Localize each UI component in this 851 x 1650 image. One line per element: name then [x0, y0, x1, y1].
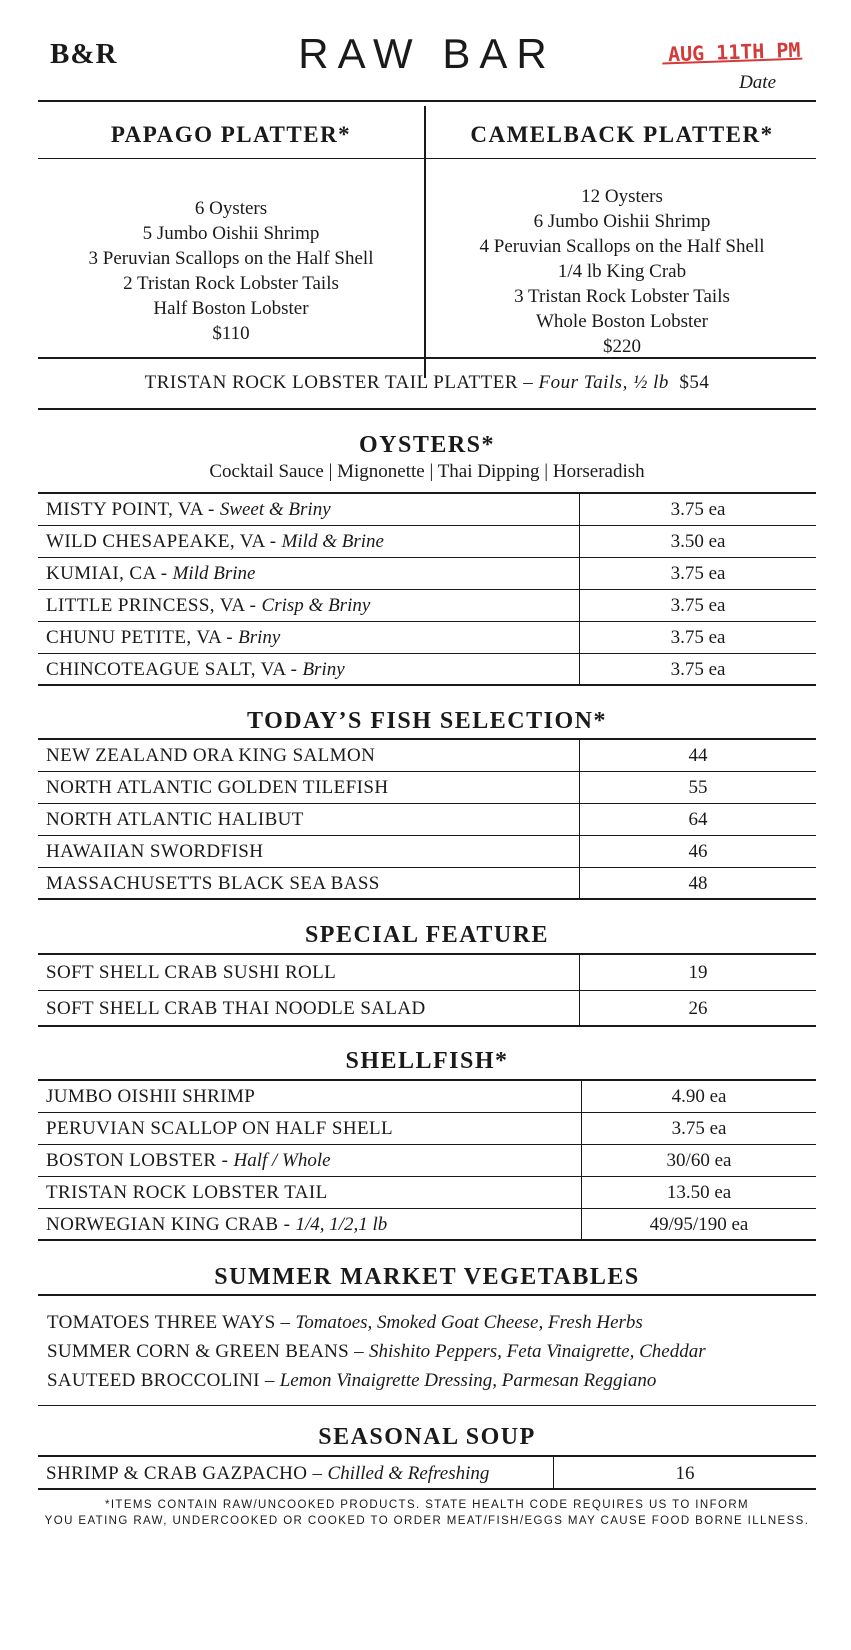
item-name: PERUVIAN SCALLOP ON HALF SHELL	[46, 1118, 393, 1139]
list-item: 6 Jumbo Oishii Shrimp	[533, 211, 711, 232]
date-label: Date	[739, 72, 776, 93]
item-name: SOFT SHELL CRAB THAI NOODLE SALAD	[46, 998, 426, 1019]
fish-selection-title: TODAY’S FISH SELECTION*	[247, 708, 607, 734]
item-name: KUMIAI, CA -	[46, 563, 173, 584]
item-description: Shishito Peppers, Feta Vinaigrette, Cheddar	[368, 1341, 706, 1362]
item-price: 44	[688, 745, 708, 766]
special-table	[38, 953, 816, 1027]
disclaimer-line: YOU EATING RAW, UNDERCOOKED OR COOKED TO ORDER MEAT/FISH/EGGS MAY CAUSE FOOD BORNE ILLNESS.	[44, 1515, 810, 1527]
item-description: Mild Brine	[172, 563, 256, 584]
list-item: 12 Oysters	[581, 186, 663, 207]
divider	[424, 106, 426, 378]
item-description: Crisp & Briny	[261, 595, 371, 616]
oysters-title: OYSTERS*	[358, 432, 496, 458]
item-price: 4.90 ea	[671, 1086, 727, 1107]
item-name: CHINCOTEAGUE SALT, VA -	[46, 659, 303, 680]
brand-logo: B&R	[50, 38, 118, 70]
table-row	[38, 991, 816, 1027]
disclaimer-line: *ITEMS CONTAIN RAW/UNCOOKED PRODUCTS. STATE HEALTH CODE REQUIRES US TO INFORM	[104, 1499, 750, 1511]
item-name: NORTH ATLANTIC GOLDEN TILEFISH	[46, 777, 389, 798]
fish-table	[38, 738, 816, 900]
papago-platter-title: PAPAGO PLATTER*	[110, 122, 352, 147]
item-description: Briny	[302, 659, 345, 680]
item-price: 46	[688, 841, 708, 862]
table-row	[38, 494, 816, 526]
divider	[38, 408, 816, 410]
item-price: 64	[688, 809, 708, 830]
list-item: 1/4 lb King Crab	[557, 261, 687, 282]
item-description: 1/4, 1/2,1 lb	[295, 1214, 388, 1235]
item-name: SHRIMP & CRAB GAZPACHO –	[46, 1463, 328, 1484]
item-name: MASSACHUSETTS BLACK SEA BASS	[46, 873, 380, 894]
health-disclaimer	[38, 1497, 816, 1529]
item-description: Mild & Brine	[281, 531, 384, 552]
item-price: 3.75 ea	[670, 659, 726, 680]
table-row	[38, 955, 816, 991]
special-feature-title: SPECIAL FEATURE	[304, 922, 550, 948]
item-name: NORTH ATLANTIC HALIBUT	[46, 809, 304, 830]
list-item	[47, 1337, 816, 1366]
item-price: 3.75 ea	[670, 595, 726, 616]
table-row	[38, 590, 816, 622]
item-name: TRISTAN ROCK LOBSTER TAIL PLATTER –	[144, 372, 539, 393]
list-item: 2 Tristan Rock Lobster Tails	[123, 273, 339, 294]
vegetables-list	[38, 1294, 816, 1406]
item-price: 13.50 ea	[666, 1182, 732, 1203]
shellfish-table	[38, 1079, 816, 1241]
table-row	[38, 772, 816, 804]
item-description: Half / Whole	[233, 1150, 331, 1171]
item-name: SUMMER CORN & GREEN BEANS –	[47, 1341, 369, 1362]
item-name: SAUTEED BROCCOLINI –	[47, 1370, 280, 1391]
list-item: 6 Oysters	[194, 198, 268, 219]
table-row	[38, 526, 816, 558]
list-item: Whole Boston Lobster	[535, 311, 709, 332]
item-name: TRISTAN ROCK LOBSTER TAIL	[46, 1182, 328, 1203]
table-row	[38, 558, 816, 590]
camelback-platter-title: CAMELBACK PLATTER*	[470, 122, 774, 147]
table-row	[38, 1177, 816, 1209]
item-description: Briny	[238, 627, 281, 648]
item-description: Four Tails, ½ lb	[538, 372, 669, 393]
item-price: 3.75 ea	[670, 627, 726, 648]
item-name: WILD CHESAPEAKE, VA -	[46, 531, 282, 552]
table-row	[38, 1209, 816, 1241]
list-item: 3 Peruvian Scallops on the Half Shell	[88, 248, 374, 269]
item-price: 55	[688, 777, 708, 798]
item-description: Chilled & Refreshing	[327, 1463, 490, 1484]
table-row	[38, 836, 816, 868]
menu-header	[38, 0, 816, 106]
item-name: LITTLE PRINCESS, VA -	[46, 595, 262, 616]
list-item	[47, 1308, 816, 1337]
item-name: SOFT SHELL CRAB SUSHI ROLL	[46, 962, 337, 983]
table-row	[38, 804, 816, 836]
item-price: 3.75 ea	[671, 1118, 727, 1139]
list-item: Half Boston Lobster	[153, 298, 309, 319]
item-price: 48	[688, 873, 708, 894]
list-item	[47, 1366, 816, 1395]
item-price: 16	[675, 1463, 695, 1484]
item-price: $54	[679, 372, 710, 393]
item-name: NEW ZEALAND ORA KING SALMON	[46, 745, 376, 766]
list-item: 4 Peruvian Scallops on the Half Shell	[479, 236, 765, 257]
divider	[38, 158, 816, 159]
item-name: MISTY POINT, VA -	[46, 499, 220, 520]
lobster-tail-platter	[38, 358, 816, 408]
item-price: 3.50 ea	[670, 531, 726, 552]
table-row	[38, 1113, 816, 1145]
date-stamp: AUG 11TH PM	[667, 37, 801, 67]
papago-platter-items	[38, 196, 424, 346]
item-price: 3.75 ea	[670, 563, 726, 584]
list-item: 5 Jumbo Oishii Shrimp	[142, 223, 320, 244]
item-name: TOMATOES THREE WAYS –	[47, 1312, 296, 1333]
soup-title: SEASONAL SOUP	[318, 1424, 536, 1450]
shellfish-title: SHELLFISH*	[345, 1048, 509, 1074]
list-item: 3 Tristan Rock Lobster Tails	[514, 286, 730, 307]
item-name: NORWEGIAN KING CRAB -	[46, 1214, 296, 1235]
table-row	[38, 1081, 816, 1113]
item-name: HAWAIIAN SWORDFISH	[46, 841, 264, 862]
oysters-table	[38, 492, 816, 686]
table-row	[38, 868, 816, 900]
table-row	[38, 1145, 816, 1177]
item-price: 26	[688, 998, 708, 1019]
item-price: 19	[688, 962, 708, 983]
soup-table	[38, 1455, 816, 1490]
page-title: RAW BAR	[298, 30, 556, 77]
item-description: Sweet & Briny	[219, 499, 331, 520]
platters-section	[38, 106, 816, 378]
table-row	[38, 740, 816, 772]
table-row	[38, 1457, 816, 1490]
item-description: Lemon Vinaigrette Dressing, Parmesan Reggiano	[279, 1370, 657, 1391]
table-row	[38, 622, 816, 654]
platter-price: $220	[603, 336, 641, 357]
item-name: JUMBO OISHII SHRIMP	[46, 1086, 256, 1107]
camelback-platter-items	[428, 184, 816, 359]
item-description: Tomatoes, Smoked Goat Cheese, Fresh Herbs	[295, 1312, 643, 1333]
item-price: 3.75 ea	[670, 499, 726, 520]
table-row	[38, 654, 816, 686]
item-price: 30/60 ea	[666, 1150, 732, 1171]
divider	[38, 100, 816, 102]
platter-price: $110	[212, 323, 250, 344]
item-name: CHUNU PETITE, VA -	[46, 627, 239, 648]
vegetables-title: SUMMER MARKET VEGETABLES	[214, 1264, 640, 1290]
item-price: 49/95/190 ea	[649, 1214, 749, 1235]
oysters-sauces: Cocktail Sauce | Mignonette | Thai Dipping | Horseradish	[209, 461, 645, 482]
item-name: BOSTON LOBSTER -	[46, 1150, 234, 1171]
